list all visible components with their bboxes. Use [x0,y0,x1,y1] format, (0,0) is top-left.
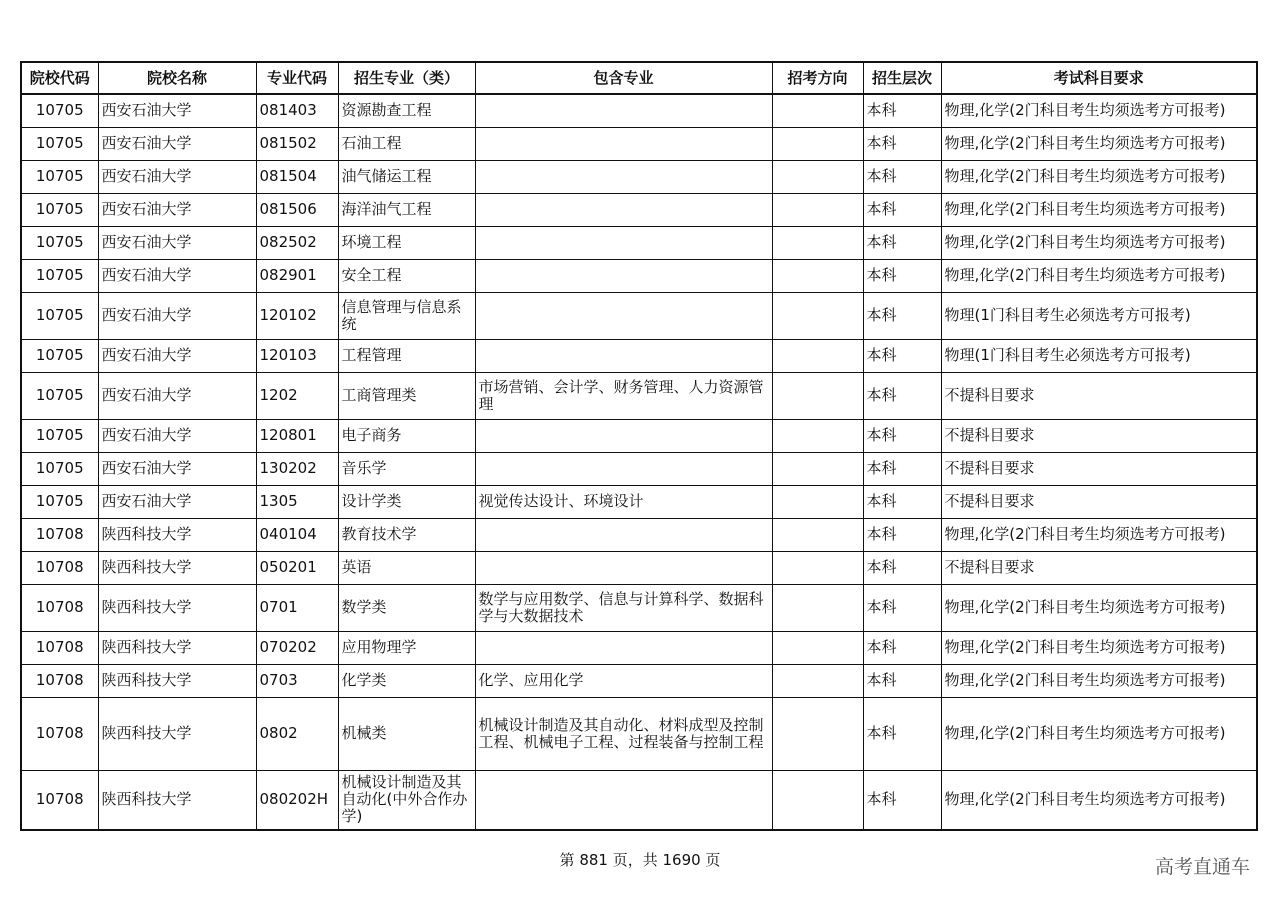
subject-requirement-cell: 物理(1门科目考生必须选考方可报考) [941,292,1257,339]
school-code-cell: 10705 [21,193,98,226]
subject-requirement-cell: 物理,化学(2门科目考生均须选考方可报考) [941,259,1257,292]
school-name-cell: 西安石油大学 [98,226,256,259]
direction-cell [772,551,863,584]
school-code-cell: 10705 [21,292,98,339]
subject-requirement-cell: 物理,化学(2门科目考生均须选考方可报考) [941,127,1257,160]
header-subject-requirement: 考试科目要求 [941,62,1257,94]
subject-requirement-cell: 物理,化学(2门科目考生均须选考方可报考) [941,584,1257,631]
major-cell: 机械设计制造及其自动化(中外合作办学) [338,770,475,830]
school-name-cell: 陕西科技大学 [98,551,256,584]
subject-requirement-cell: 物理(1门科目考生必须选考方可报考) [941,339,1257,372]
direction-cell [772,631,863,664]
major-cell: 化学类 [338,664,475,697]
school-code-cell: 10708 [21,631,98,664]
header-row [21,62,1257,94]
included-majors-cell [475,127,772,160]
school-code-cell: 10708 [21,697,98,770]
level-cell: 本科 [863,259,941,292]
school-code-cell: 10705 [21,94,98,127]
watermark: 高考直通车 [1154,856,1250,878]
major-code-cell: 0701 [256,584,338,631]
major-code-cell: 120102 [256,292,338,339]
school-name-cell: 西安石油大学 [98,339,256,372]
subject-requirement-cell: 物理,化学(2门科目考生均须选考方可报考) [941,697,1257,770]
table-row [21,631,1257,664]
direction-cell [772,127,863,160]
major-code-cell: 1305 [256,485,338,518]
table-row [21,339,1257,372]
header-major: 招生专业（类） [338,62,475,94]
table-row [21,697,1257,770]
school-code-cell: 10705 [21,372,98,419]
table-row [21,770,1257,830]
school-name-cell: 西安石油大学 [98,94,256,127]
level-cell: 本科 [863,193,941,226]
level-cell: 本科 [863,584,941,631]
header-school-name: 院校名称 [98,62,256,94]
school-name-cell: 陕西科技大学 [98,584,256,631]
major-code-cell: 040104 [256,518,338,551]
school-name-cell: 西安石油大学 [98,372,256,419]
included-majors-cell [475,160,772,193]
school-code-cell: 10708 [21,584,98,631]
major-cell: 英语 [338,551,475,584]
level-cell: 本科 [863,339,941,372]
included-majors-cell: 化学、应用化学 [475,664,772,697]
included-majors-cell [475,94,772,127]
header-included-majors: 包含专业 [475,62,772,94]
major-code-cell: 081502 [256,127,338,160]
table-row [21,127,1257,160]
major-cell: 海洋油气工程 [338,193,475,226]
direction-cell [772,94,863,127]
page-number: 第 881 页，共 1690 页 [559,851,721,869]
level-cell: 本科 [863,160,941,193]
school-code-cell: 10708 [21,770,98,830]
school-code-cell: 10705 [21,226,98,259]
school-name-cell: 西安石油大学 [98,485,256,518]
major-code-cell: 120801 [256,419,338,452]
major-code-cell: 082502 [256,226,338,259]
major-code-cell: 082901 [256,259,338,292]
major-code-cell: 081506 [256,193,338,226]
direction-cell [772,697,863,770]
major-code-cell: 080202H [256,770,338,830]
direction-cell [772,372,863,419]
level-cell: 本科 [863,452,941,485]
direction-cell [772,664,863,697]
header-school-code: 院校代码 [21,62,98,94]
school-code-cell: 10705 [21,452,98,485]
subject-requirement-cell: 物理,化学(2门科目考生均须选考方可报考) [941,193,1257,226]
school-name-cell: 陕西科技大学 [98,697,256,770]
level-cell: 本科 [863,518,941,551]
table-row [21,193,1257,226]
major-cell: 机械类 [338,697,475,770]
direction-cell [772,584,863,631]
subject-requirement-cell: 物理,化学(2门科目考生均须选考方可报考) [941,664,1257,697]
level-cell: 本科 [863,372,941,419]
direction-cell [772,339,863,372]
included-majors-cell: 数学与应用数学、信息与计算科学、数据科学与大数据技术 [475,584,772,631]
table-row [21,292,1257,339]
major-cell: 安全工程 [338,259,475,292]
school-name-cell: 陕西科技大学 [98,518,256,551]
included-majors-cell [475,226,772,259]
table-row [21,485,1257,518]
major-cell: 设计学类 [338,485,475,518]
table-row [21,551,1257,584]
header-major-code: 专业代码 [256,62,338,94]
level-cell: 本科 [863,664,941,697]
direction-cell [772,518,863,551]
subject-requirement-cell: 物理,化学(2门科目考生均须选考方可报考) [941,631,1257,664]
direction-cell [772,770,863,830]
direction-cell [772,485,863,518]
table-body [21,94,1257,830]
included-majors-cell [475,419,772,452]
included-majors-cell [475,452,772,485]
major-cell: 环境工程 [338,226,475,259]
major-cell: 信息管理与信息系统 [338,292,475,339]
included-majors-cell [475,631,772,664]
admission-table [20,61,1258,831]
included-majors-cell: 视觉传达设计、环境设计 [475,485,772,518]
header-level: 招生层次 [863,62,941,94]
level-cell: 本科 [863,127,941,160]
included-majors-cell [475,339,772,372]
major-code-cell: 050201 [256,551,338,584]
major-code-cell: 130202 [256,452,338,485]
included-majors-cell: 市场营销、会计学、财务管理、人力资源管理 [475,372,772,419]
major-cell: 数学类 [338,584,475,631]
school-code-cell: 10708 [21,518,98,551]
included-majors-cell [475,193,772,226]
major-code-cell: 1202 [256,372,338,419]
level-cell: 本科 [863,770,941,830]
school-name-cell: 西安石油大学 [98,419,256,452]
header-direction: 招考方向 [772,62,863,94]
level-cell: 本科 [863,292,941,339]
major-code-cell: 081403 [256,94,338,127]
table-row [21,259,1257,292]
included-majors-cell [475,518,772,551]
school-name-cell: 西安石油大学 [98,193,256,226]
major-cell: 音乐学 [338,452,475,485]
major-code-cell: 120103 [256,339,338,372]
subject-requirement-cell: 不提科目要求 [941,372,1257,419]
school-code-cell: 10708 [21,664,98,697]
direction-cell [772,160,863,193]
major-code-cell: 070202 [256,631,338,664]
subject-requirement-cell: 不提科目要求 [941,551,1257,584]
level-cell: 本科 [863,631,941,664]
subject-requirement-cell: 物理,化学(2门科目考生均须选考方可报考) [941,94,1257,127]
direction-cell [772,259,863,292]
table-row [21,664,1257,697]
major-cell: 教育技术学 [338,518,475,551]
major-code-cell: 0703 [256,664,338,697]
school-name-cell: 西安石油大学 [98,259,256,292]
included-majors-cell [475,551,772,584]
table-row [21,94,1257,127]
major-cell: 工商管理类 [338,372,475,419]
subject-requirement-cell: 物理,化学(2门科目考生均须选考方可报考) [941,770,1257,830]
included-majors-cell [475,259,772,292]
major-cell: 资源勘查工程 [338,94,475,127]
school-name-cell: 西安石油大学 [98,452,256,485]
table-row [21,160,1257,193]
table-row [21,518,1257,551]
school-code-cell: 10705 [21,127,98,160]
included-majors-cell: 机械设计制造及其自动化、材料成型及控制工程、机械电子工程、过程装备与控制工程 [475,697,772,770]
direction-cell [772,226,863,259]
subject-requirement-cell: 不提科目要求 [941,485,1257,518]
school-name-cell: 西安石油大学 [98,127,256,160]
subject-requirement-cell: 不提科目要求 [941,452,1257,485]
school-name-cell: 西安石油大学 [98,292,256,339]
table-row [21,372,1257,419]
school-name-cell: 陕西科技大学 [98,631,256,664]
level-cell: 本科 [863,94,941,127]
school-name-cell: 陕西科技大学 [98,664,256,697]
included-majors-cell [475,770,772,830]
level-cell: 本科 [863,551,941,584]
table-row [21,452,1257,485]
school-code-cell: 10705 [21,419,98,452]
school-code-cell: 10708 [21,551,98,584]
level-cell: 本科 [863,419,941,452]
level-cell: 本科 [863,226,941,259]
level-cell: 本科 [863,485,941,518]
subject-requirement-cell: 物理,化学(2门科目考生均须选考方可报考) [941,226,1257,259]
school-name-cell: 陕西科技大学 [98,770,256,830]
school-code-cell: 10705 [21,259,98,292]
table-header [21,62,1257,94]
direction-cell [772,419,863,452]
school-name-cell: 西安石油大学 [98,160,256,193]
table-row [21,419,1257,452]
direction-cell [772,452,863,485]
major-code-cell: 0802 [256,697,338,770]
major-cell: 电子商务 [338,419,475,452]
subject-requirement-cell: 物理,化学(2门科目考生均须选考方可报考) [941,518,1257,551]
direction-cell [772,292,863,339]
subject-requirement-cell: 物理,化学(2门科目考生均须选考方可报考) [941,160,1257,193]
included-majors-cell [475,292,772,339]
major-cell: 石油工程 [338,127,475,160]
school-code-cell: 10705 [21,339,98,372]
major-cell: 油气储运工程 [338,160,475,193]
table-row [21,584,1257,631]
subject-requirement-cell: 不提科目要求 [941,419,1257,452]
school-code-cell: 10705 [21,485,98,518]
table-row [21,226,1257,259]
major-code-cell: 081504 [256,160,338,193]
school-code-cell: 10705 [21,160,98,193]
major-cell: 工程管理 [338,339,475,372]
level-cell: 本科 [863,697,941,770]
direction-cell [772,193,863,226]
major-cell: 应用物理学 [338,631,475,664]
